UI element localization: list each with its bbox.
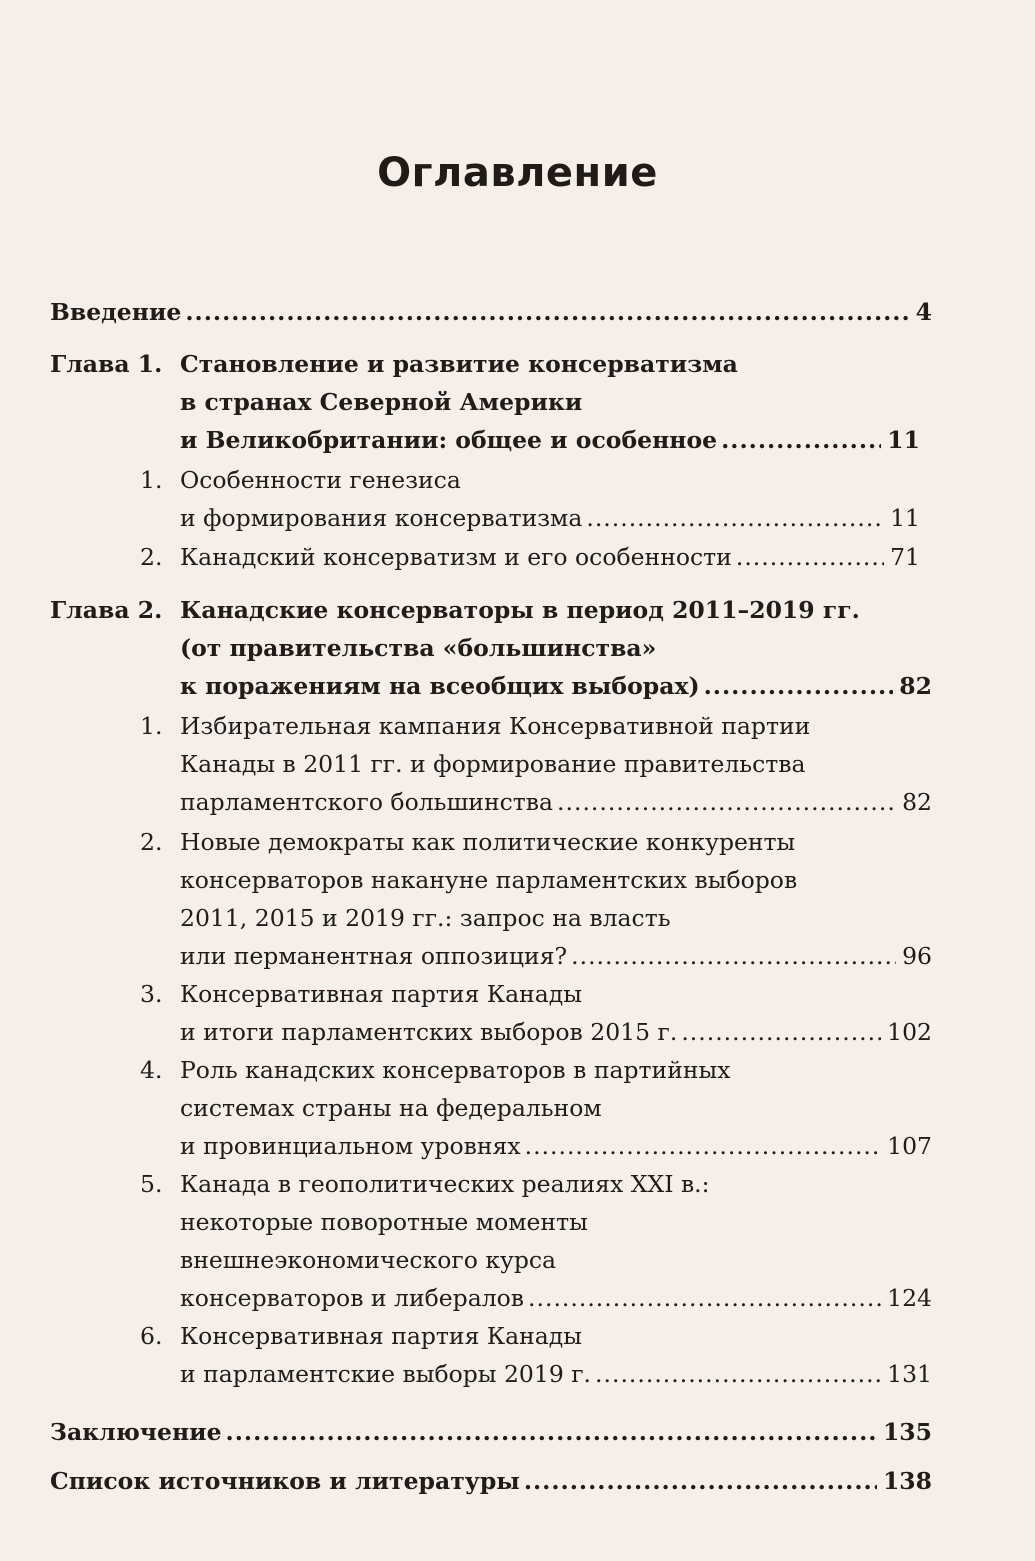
toc-entry-text: системах страны на федеральном [180,1094,602,1122]
toc-entry-section[interactable] [180,1012,932,1052]
leader-dots [525,1126,882,1166]
toc-entry-text: Канады в 2011 гг. и формирование правительства [180,750,806,778]
leader-dots [524,1461,877,1501]
leader-dots [226,1412,877,1452]
toc-page-number: 82 [899,672,932,700]
toc-entry-text: 2011, 2015 и 2019 гг.: запрос на власть [180,904,671,932]
toc-entry-text: некоторые поворотные моменты [180,1208,588,1236]
chapter-label: Глава 1. [50,350,163,378]
toc-entry-text: Введение [50,298,182,326]
toc-entry-section[interactable] [180,498,920,538]
toc-entry-text: консерваторов накануне парламентских выборов [180,866,798,894]
toc-entry-section[interactable] [180,537,920,577]
toc-entry-text: Новые демократы как политические конкуренты [180,828,796,856]
toc-entry-text: и формирования консерватизма [180,504,583,532]
leader-dots [681,1012,881,1052]
toc-entry-chapter1[interactable] [180,420,920,460]
toc-entry-text: к поражениям на всеобщих выборах) [180,672,700,700]
toc-entry-references[interactable] [50,1461,932,1501]
toc-entry-text: или перманентная оппозиция? [180,942,568,970]
toc-entry-text: Особенности генезиса [180,466,461,494]
toc-entry-text: Канада в геополитических реалиях XXI в.: [180,1170,710,1198]
section-number: 2. [140,828,163,856]
toc-entry-section[interactable] [180,1126,932,1166]
toc-entry-section[interactable] [180,782,932,822]
toc-entry-text: консерваторов и либералов [180,1284,525,1312]
toc-entry-text: Консервативная партия Канады [180,980,582,1008]
toc-page-number: 11 [887,426,920,454]
section-number: 5. [140,1170,163,1198]
toc-entry-text: и провинциальном уровнях [180,1132,521,1160]
toc-entry-text: Избирательная кампания Консервативной партии [180,712,811,740]
section-number: 2. [140,543,163,571]
toc-entry-text: и итоги парламентских выборов 2015 г. [180,1018,678,1046]
toc-entry-section[interactable] [180,1278,932,1318]
leader-dots [736,537,884,577]
toc-entry-text: и парламентские выборы 2019 г. [180,1360,592,1388]
toc-entry-text: и Великобритании: общее и особенное [180,426,718,454]
toc-page-number: 135 [882,1418,932,1446]
leader-dots [595,1354,881,1394]
toc-entry-conclusion[interactable] [50,1412,932,1452]
toc-page-number: 138 [882,1467,932,1495]
toc-page-number: 96 [902,942,932,970]
leader-dots [185,292,909,332]
toc-entry-section[interactable] [180,1354,932,1394]
section-number: 6. [140,1322,163,1350]
toc-page-number: 107 [887,1132,932,1160]
toc-entry-text: Роль канадских консерваторов в партийных [180,1056,731,1084]
section-number: 1. [140,712,163,740]
toc-page-number: 4 [915,298,932,326]
toc-entry-intro[interactable] [50,292,932,332]
leader-dots [557,782,896,822]
toc-page-number: 131 [887,1360,932,1388]
section-number: 1. [140,466,163,494]
toc-entry-text: Заключение [50,1418,222,1446]
leader-dots [721,420,881,460]
toc-entry-text: в странах Северной Америки [180,388,583,416]
toc-entry-text: внешнеэкономического курса [180,1246,557,1274]
leader-dots [571,936,896,976]
toc-entry-section[interactable] [180,936,932,976]
toc-entry-chapter2[interactable] [180,666,932,706]
leader-dots [586,498,884,538]
toc-page-number: 71 [890,543,920,571]
toc-page-number: 124 [887,1284,932,1312]
toc-page-number: 11 [890,504,920,532]
toc-page-number: 102 [887,1018,932,1046]
toc-entry-text: Список источников и литературы [50,1467,520,1495]
page-title: Оглавление [377,150,658,196]
leader-dots [528,1278,881,1318]
toc-page-number: 82 [902,788,932,816]
section-number: 4. [140,1056,163,1084]
toc-entry-text: парламентского большинства [180,788,554,816]
toc-entry-text: Становление и развитие консерватизма [180,350,738,378]
toc-entry-text: Канадские консерваторы в период 2011–2019 гг. [180,596,860,624]
toc-entry-text: Канадский консерватизм и его особенности [180,543,732,571]
chapter-label: Глава 2. [50,596,163,624]
section-number: 3. [140,980,163,1008]
leader-dots [704,666,894,706]
toc-entry-text: (от правительства «большинства» [180,634,657,662]
toc-entry-text: Консервативная партия Канады [180,1322,582,1350]
